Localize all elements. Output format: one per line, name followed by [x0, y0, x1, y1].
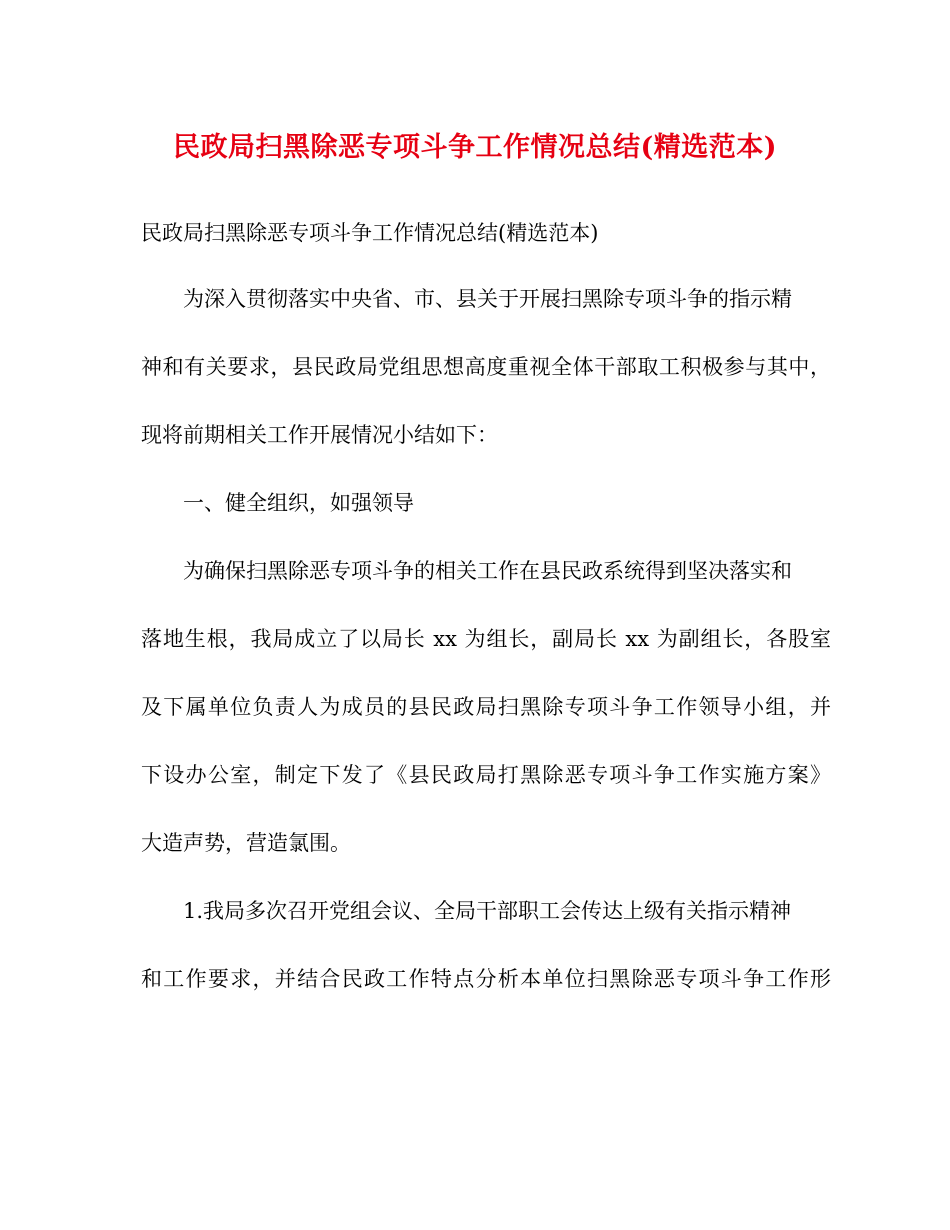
document-subtitle: 民政局扫黑除恶专项斗争工作情况总结(精选范本) — [141, 221, 599, 245]
body-line: 现将前期相关工作开展情况小结如下： — [141, 423, 498, 447]
body-line: 下设办公室，制定下发了《县民政局打黑除恶专项斗争工作实施方案》 — [141, 763, 831, 787]
body-line: 及下属单位负责人为成员的县民政局扫黑除专项斗争工作领导小组，并 — [141, 695, 831, 719]
section-heading: 一、健全组织，如强领导 — [183, 491, 414, 515]
body-line: 落地生根，我局成立了以局长 xx 为组长，副局长 xx 为副组长，各股室 — [141, 627, 831, 651]
document-title: 民政局扫黑除恶专项斗争工作情况总结(精选范本) — [172, 132, 778, 163]
document-body — [141, 284, 831, 1032]
body-line: 神和有关要求，县民政局党组思想高度重视全体干部取工积极参与其中， — [141, 355, 831, 379]
body-line: 为确保扫黑除恶专项斗争的相关工作在县民政系统得到坚决落实和 — [183, 559, 792, 583]
body-line: 和工作要求，并结合民政工作特点分析本单位扫黑除恶专项斗争工作形 — [141, 967, 831, 991]
body-line: 大造声势，营造氯围。 — [141, 831, 351, 855]
body-line: 为深入贯彻落实中央省、市、县关于开展扫黑除专项斗争的指示精 — [183, 287, 792, 311]
body-line: 1.我局多次召开党组会议、全局干部职工会传达上级有关指示精神 — [183, 899, 792, 923]
